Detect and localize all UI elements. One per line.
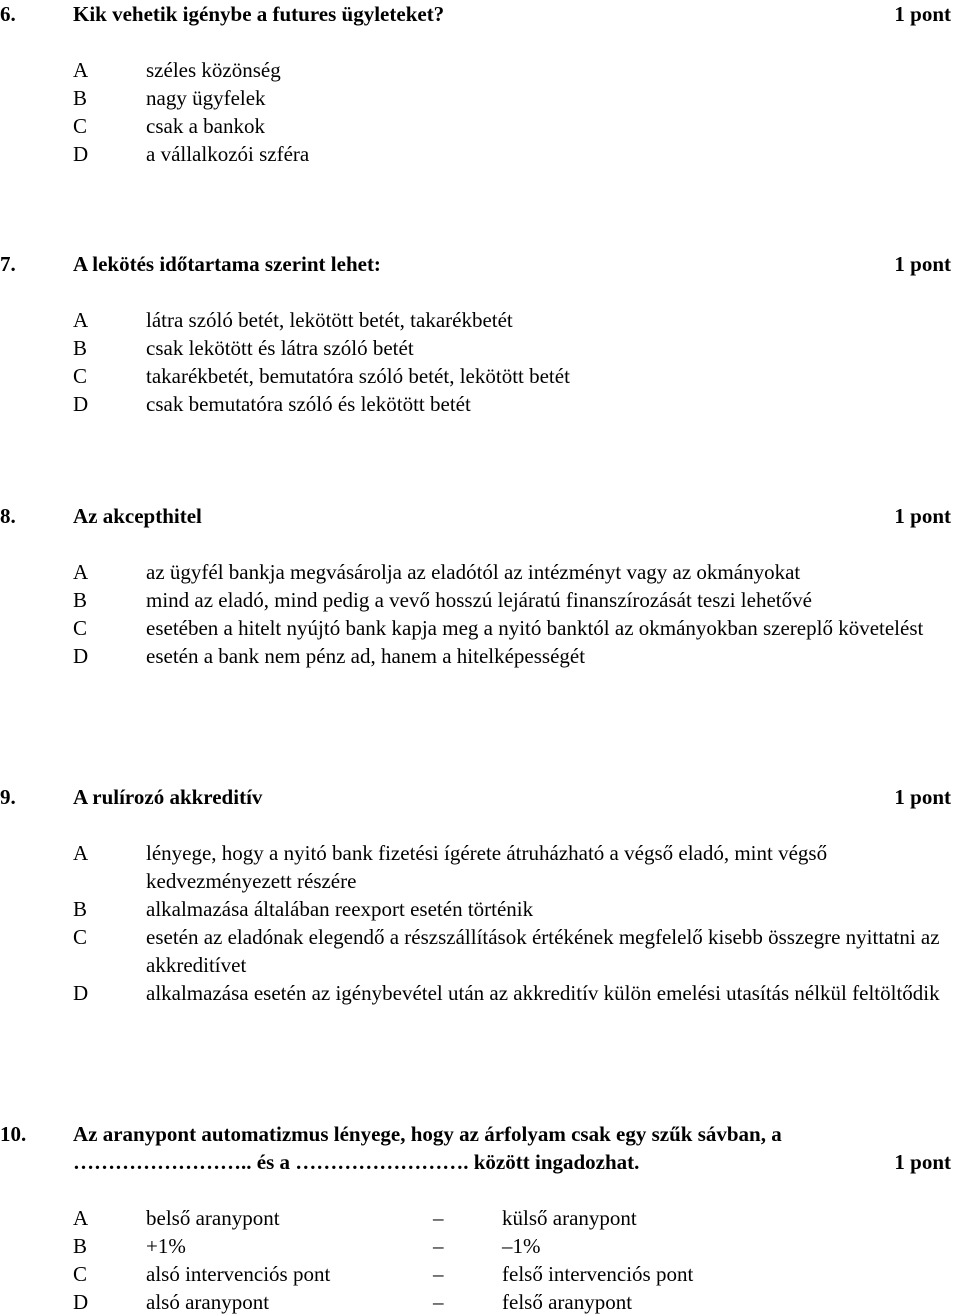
option-letter: B [73, 1234, 88, 1258]
option-text: csak a bankok [146, 114, 265, 138]
option-letter: B [73, 588, 88, 612]
question-8 [0, 502, 960, 670]
option-right-text: felső intervenciós pont [502, 1262, 694, 1286]
option-dash: – [433, 1206, 444, 1230]
option-right-text: felső aranypont [502, 1290, 633, 1314]
option-letter: C [73, 114, 88, 138]
answer-option-a[interactable] [0, 558, 960, 586]
question-header [0, 1120, 960, 1176]
option-text: a vállalkozói szféra [146, 142, 310, 166]
answer-option-a[interactable] [0, 1204, 960, 1232]
answer-option-a[interactable] [0, 306, 960, 334]
question-number: 9. [0, 785, 16, 809]
question-9 [0, 783, 960, 1007]
answer-option-d[interactable] [0, 1288, 960, 1316]
option-letter: D [73, 392, 89, 416]
question-text-line-1: Az aranypont automatizmus lényege, hogy az árfolyam csak egy szűk sávban, a [73, 1122, 782, 1146]
option-text: esetén az eladónak elegendő a részszállítások értékének megfelelő kisebb összegre nyittatni az akkreditívet [146, 925, 940, 977]
option-dash: – [433, 1234, 444, 1258]
option-letter: A [73, 841, 89, 865]
option-letter: D [73, 1290, 89, 1314]
question-text-line-2: …………………….. és a ……………………. között ingadozhat. [73, 1150, 640, 1174]
option-text: látra szóló betét, lekötött betét, takarékbetét [146, 308, 513, 332]
answer-option-c[interactable] [0, 1260, 960, 1288]
question-text: A rulírozó akkreditív [73, 785, 263, 809]
question-header [0, 0, 960, 28]
answer-option-b[interactable] [0, 334, 960, 362]
option-text: mind az eladó, mind pedig a vevő hosszú lejáratú finanszírozását teszi lehetővé [146, 588, 812, 612]
answer-option-d[interactable] [0, 979, 960, 1007]
question-points: 1 pont [894, 504, 951, 528]
question-text: Az akcepthitel [73, 504, 202, 528]
question-points: 1 pont [894, 1150, 951, 1174]
answer-option-c[interactable] [0, 112, 960, 140]
option-text: széles közönség [146, 58, 281, 82]
option-text: takarékbetét, bemutatóra szóló betét, lekötött betét [146, 364, 570, 388]
question-points: 1 pont [894, 2, 951, 26]
answer-option-d[interactable] [0, 390, 960, 418]
option-left-text: alsó intervenciós pont [146, 1262, 331, 1286]
answer-options [0, 56, 960, 168]
question-number: 6. [0, 2, 16, 26]
option-text: esetében a hitelt nyújtó bank kapja meg a nyitó banktól az okmányokban szereplő követelést [146, 616, 924, 640]
option-letter: D [73, 142, 89, 166]
option-letter: B [73, 86, 88, 110]
answer-option-d[interactable] [0, 140, 960, 168]
answer-option-b[interactable] [0, 895, 960, 923]
question-points: 1 pont [894, 252, 951, 276]
option-text: csak bemutatóra szóló és lekötött betét [146, 392, 471, 416]
option-text: esetén a bank nem pénz ad, hanem a hitelképességét [146, 644, 586, 668]
question-number: 7. [0, 252, 16, 276]
option-letter: A [73, 560, 89, 584]
answer-options [0, 306, 960, 418]
question-text: Kik vehetik igénybe a futures ügyleteket? [73, 2, 445, 26]
option-right-text: –1% [502, 1234, 541, 1258]
option-letter: B [73, 336, 88, 360]
option-letter: C [73, 1262, 88, 1286]
option-right-text: külső aranypont [502, 1206, 637, 1230]
answer-option-b[interactable] [0, 84, 960, 112]
answer-option-d[interactable] [0, 642, 960, 670]
question-10 [0, 1120, 960, 1316]
question-header [0, 502, 960, 530]
question-header [0, 783, 960, 811]
option-text: nagy ügyfelek [146, 86, 266, 110]
option-letter: D [73, 644, 89, 668]
answer-option-c[interactable] [0, 362, 960, 390]
option-left-text: alsó aranypont [146, 1290, 270, 1314]
option-letter: D [73, 981, 89, 1005]
question-points: 1 pont [894, 785, 951, 809]
option-dash: – [433, 1262, 444, 1286]
question-header [0, 250, 960, 278]
answer-option-c[interactable] [0, 923, 960, 979]
answer-option-c[interactable] [0, 614, 960, 642]
answer-option-a[interactable] [0, 56, 960, 84]
option-text: lényege, hogy a nyitó bank fizetési ígérete átruházható a végső eladó, mint végső kedvezményezett részére [146, 841, 828, 893]
option-left-text: +1% [146, 1234, 186, 1258]
option-letter: A [73, 58, 89, 82]
option-letter: A [73, 308, 89, 332]
option-letter: C [73, 925, 88, 949]
answer-option-b[interactable] [0, 586, 960, 614]
option-letter: C [73, 364, 88, 388]
option-letter: C [73, 616, 88, 640]
option-dash: – [433, 1290, 444, 1314]
question-7 [0, 250, 960, 418]
question-number: 10. [0, 1122, 27, 1146]
option-left-text: belső aranypont [146, 1206, 280, 1230]
answer-option-a[interactable] [0, 839, 960, 895]
option-text: csak lekötött és látra szóló betét [146, 336, 414, 360]
question-6 [0, 0, 960, 168]
option-letter: B [73, 897, 88, 921]
option-text: alkalmazása általában reexport esetén történik [146, 897, 534, 921]
option-letter: A [73, 1206, 89, 1230]
answer-options [0, 558, 960, 670]
answer-options [0, 1204, 960, 1316]
option-text: az ügyfél bankja megvásárolja az eladótól az intézményt vagy az okmányokat [146, 560, 801, 584]
answer-option-b[interactable] [0, 1232, 960, 1260]
answer-options [0, 839, 960, 1007]
question-number: 8. [0, 504, 16, 528]
option-text: alkalmazása esetén az igénybevétel után az akkreditív külön emelési utasítás nélkül feltöltődik [146, 981, 940, 1005]
question-text: A lekötés időtartama szerint lehet: [73, 252, 381, 276]
